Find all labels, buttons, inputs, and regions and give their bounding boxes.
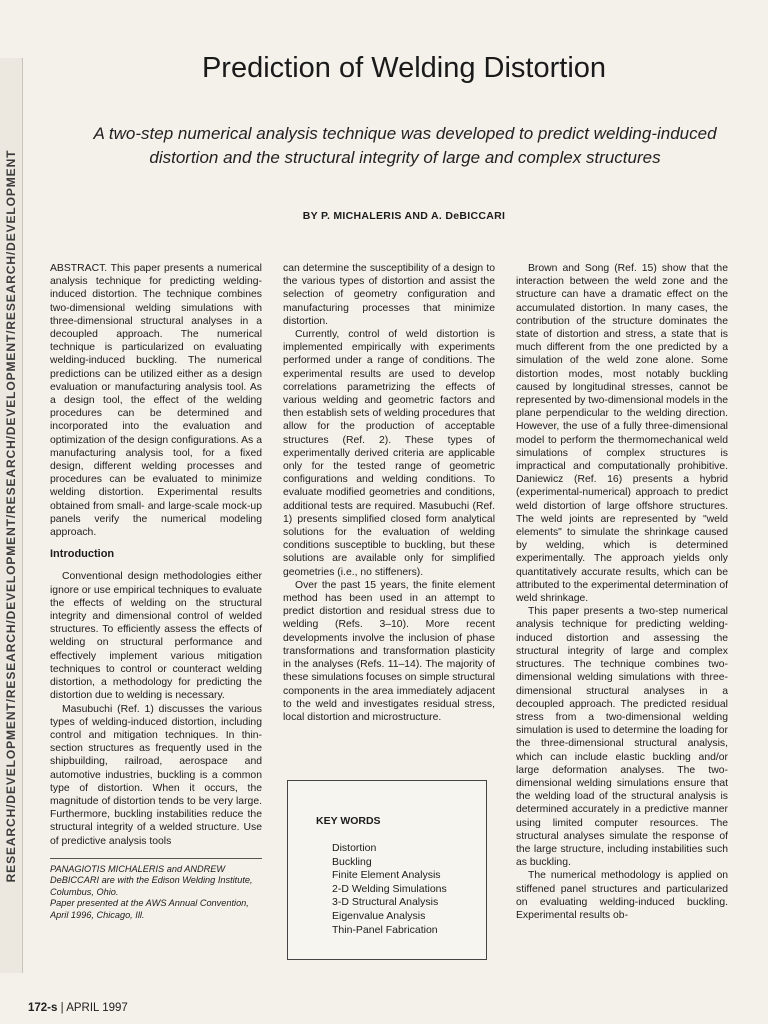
page-title: Prediction of Welding Distortion bbox=[201, 52, 607, 84]
presentation-note: Paper presented at the AWS Annual Convention, April 1996, Chicago, Ill. bbox=[50, 898, 249, 920]
keyword-item: Buckling bbox=[332, 855, 372, 868]
keyword-item: Thin-Panel Fabrication bbox=[332, 923, 438, 936]
issue-date: APRIL 1997 bbox=[66, 1002, 128, 1014]
page-subtitle: A two-step numerical analysis technique was developed to predict welding-induced distortion and the structural integrity of large and complex structures bbox=[93, 124, 717, 167]
keyword-item: Finite Element Analysis bbox=[332, 869, 441, 882]
footer-separator: | bbox=[60, 1002, 64, 1014]
author-affiliation bbox=[50, 858, 262, 922]
page-footer bbox=[28, 1002, 128, 1014]
column-3 bbox=[516, 262, 728, 968]
paragraph: This paper presents a two-step numerical analysis technique for predicting welding-induced distortion and assessing the structural integrity of large and complex structures. The technique combines two-dimensional welding simulations with three-dimensional structural analyses in a decoupled approach. The predicted residual stress from a two-dimensional welding simulation is used to determine the loading for the three-dimensional structural analysis, which can include elastic buckling and/or large deformation analyses. The two-dimensional welding simulations ensure that the welding load of the structural analysis is determined accurately in a predictive manner using limited computer resources. The structural analyses simulate the response of the large structure, including instabilities such as buckling. bbox=[516, 606, 728, 869]
paragraph: can determine the susceptibility of a design to the various types of distortion and assist the selection of geometry configuration and manufacturing processes that minimize distortion. bbox=[283, 263, 495, 327]
paragraph: The numerical methodology is applied on stiffened panel structures and particularized on evaluating welding-induced buckling. Experimental results ob- bbox=[516, 870, 728, 921]
column-1 bbox=[50, 262, 262, 968]
abstract: ABSTRACT. This paper presents a numerical analysis technique for predicting welding-induced distortion. The technique combines two-dimensional welding simulations with three-dimensional structural analyses in a decoupled approach. The numerical technique is particularized on evaluating welding-induced buckling. The numerical predictions can be utilized either as a design evaluation or manufacturing analysis tool. As a design tool, the effect of the welding procedures can be determined and incorporated into the evaluation and optimization of the design configurations. As a manufacturing analysis tool, for a fixed design, different welding processes and procedures can be evaluated to minimize welding distortion. Experimental results obtained from small- and large-scale mock-up panels verify the numerical modeling approach. bbox=[50, 263, 262, 539]
byline: BY P. MICHALERIS AND A. DeBICCARI bbox=[302, 210, 506, 222]
keyword-item: 2-D Welding Simulations bbox=[332, 882, 447, 895]
keyword-item: Eigenvalue Analysis bbox=[332, 909, 426, 922]
column-2 bbox=[283, 262, 495, 762]
paragraph: Conventional design methodologies either ignore or use empirical techniques to evaluate the effects of welding on the structural integrity and dimensional control of welded structures. To efficiently assess the effects of welding on structural performance and effectively implement various mitigation techniques to control or counteract welding distortion, a methodology for predicting the distortion due to welding is necessary. bbox=[50, 571, 262, 702]
affiliation-note: PANAGIOTIS MICHALERIS and ANDREW DeBICCARI are with the Edison Welding Institute, Columbus, Ohio. bbox=[50, 863, 253, 897]
section-heading-introduction: Introduction bbox=[50, 548, 115, 561]
keywords-box bbox=[287, 780, 487, 960]
keywords-list bbox=[316, 842, 486, 937]
keyword-item: 3-D Structural Analysis bbox=[332, 896, 439, 909]
paragraph: Brown and Song (Ref. 15) show that the interaction between the weld zone and the structure can have a dramatic effect on the accumulated distortion. In many cases, the contribution of the structure dominates the state of distortion and stress, a state that is much different from the one predicted by a simulation of the weld zone alone. Some distortion modes, most notably buckling caused by longitudinal stresses, cannot be represented by two-dimensional models in the plane perpendicular to the welding direction. However, the use of a fully three-dimensional model to perform the thermomechanical weld simulations of complex structures is impractical and computationally prohibitive. Daniewicz (Ref. 16) presents a hybrid (experimental-numerical) approach to predict weld distortion of large offshore structures. The weld joints are represented by "weld elements" to simulate the shrinkage caused by welding, which is determined experimentally. The approach yields only quantitatively accurate results, which can be attributed to the experimental determination of weld shrinkage. bbox=[516, 263, 728, 605]
sidebar-text: RESEARCH/DEVELOPMENT/RESEARCH/DEVELOPMENT/RESEARCH/DEVELOPMENT/RESEARCH/DEVELOPMENT bbox=[4, 149, 18, 882]
page-number: 172-s bbox=[28, 1002, 58, 1014]
keywords-title: KEY WORDS bbox=[316, 815, 381, 827]
paragraph: Currently, control of weld distortion is implemented empirically with experiments performed under a range of conditions. The experimental results are used to develop correlations parametrizing the effects of various welding and geometric factors and then establish sets of welding procedures that allow for the production of acceptable structures (Ref. 2). These types of experimentally derived criteria are applicable only for the tested range of geometric configurations and welding conditions. To evaluate modified geometries and conditions, additional tests are required. Masubuchi (Ref. 1) presents simplified closed form analytical solutions for the evaluation of welding conditions susceptible to buckling, but these solutions are available only for simplified geometries (i.e., no stiffeners). bbox=[283, 329, 495, 578]
paragraph: Over the past 15 years, the finite element method has been used in an attempt to predict distortion and residual stress due to welding (Refs. 3–10). More recent developments involve the inclusion of phase transformations and transformation plasticity in the analyses (Refs. 11–14). The majority of these simulations focuses on simple structural components in the area immediately adjacent to the weld and investigates residual stress, local distortion and microstructure. bbox=[283, 579, 495, 723]
keyword-item: Distortion bbox=[332, 842, 377, 854]
paragraph: Masubuchi (Ref. 1) discusses the various types of welding-induced distortion, including control and mitigation techniques. In thin-section structures as frequently used in the shipbuilding, railroad, aerospace and automotive industries, buckling is a common type of distortion. When it occurs, the magnitude of distortion tends to be very large. Furthermore, buckling instabilities reduce the structural integrity of a welded structure. Use of predictive analysis tools bbox=[50, 703, 262, 847]
sidebar-band bbox=[0, 58, 23, 973]
